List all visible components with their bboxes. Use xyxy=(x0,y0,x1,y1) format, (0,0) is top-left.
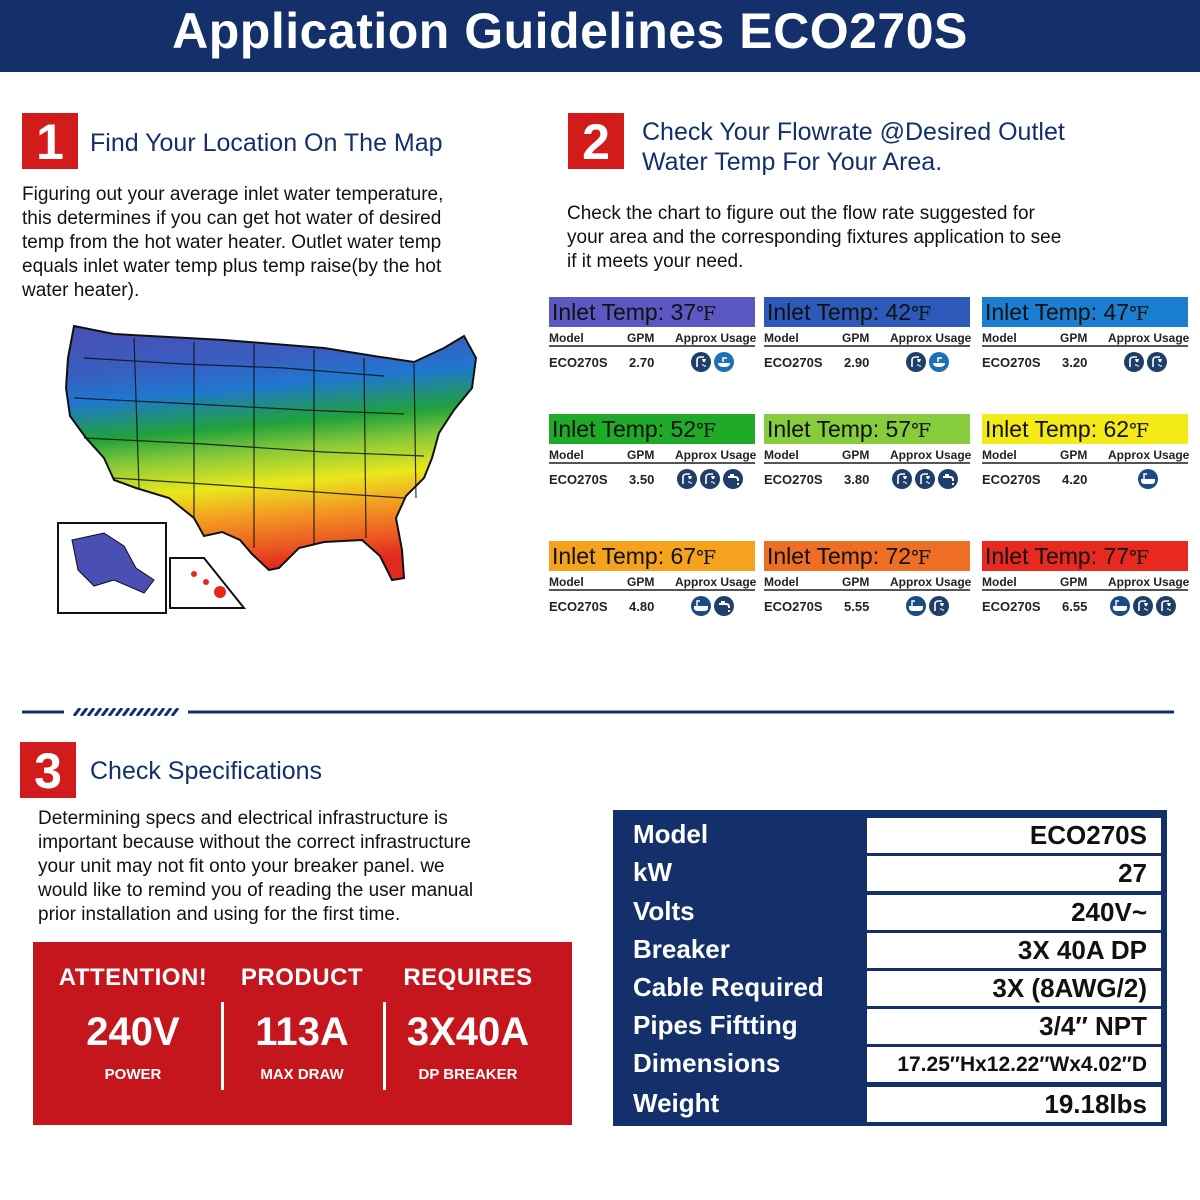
column-headers xyxy=(764,448,970,464)
inlet-temp-panel xyxy=(982,541,1188,625)
usage-icons xyxy=(906,596,949,618)
spec-key: Pipes Fiftting xyxy=(633,1010,798,1040)
shower-icon xyxy=(700,469,720,489)
gpm-value: 5.55 xyxy=(844,599,870,614)
faucet-icon xyxy=(938,469,958,489)
bathtub-icon xyxy=(1110,596,1130,616)
column-headers xyxy=(764,331,970,347)
step-1-badge: 1 xyxy=(22,113,78,169)
spec-value: 17.25″Hx12.22″Wx4.02″D xyxy=(867,1047,1161,1082)
spec-row xyxy=(613,892,1167,930)
col-gpm: GPM xyxy=(627,448,655,462)
attention-value: 113A xyxy=(255,1010,349,1054)
col-model: Model xyxy=(549,448,584,462)
degree-unit: ℉ xyxy=(696,547,716,569)
gpm-value: 3.20 xyxy=(1062,355,1088,370)
faucet-icon xyxy=(714,596,734,616)
sink-icon xyxy=(714,352,734,372)
usage-icons xyxy=(1138,469,1158,491)
spec-key: Model xyxy=(633,819,709,849)
text-line: Figuring out your average inlet water temperature, xyxy=(22,184,444,205)
step-1-title: Find Your Location On The Map xyxy=(90,129,443,157)
spec-row xyxy=(613,1044,1167,1082)
title-line: Water Temp For Your Area. xyxy=(642,148,943,176)
step-2-description xyxy=(567,202,1182,274)
inlet-temp-header xyxy=(549,541,755,571)
usage-icons xyxy=(691,596,734,618)
text-line: Determining specs and electrical infrastructure is xyxy=(38,808,448,829)
degree-unit: ℉ xyxy=(1129,547,1149,569)
col-gpm: GPM xyxy=(842,331,870,345)
gpm-value: 3.80 xyxy=(844,472,870,487)
text-line: your area and the corresponding fixtures application to see xyxy=(567,227,1062,248)
degree-unit: ℉ xyxy=(696,420,716,442)
spec-value: 27 xyxy=(867,856,1161,891)
model-value: ECO270S xyxy=(764,599,823,614)
column-headers xyxy=(549,448,755,464)
spec-key: Weight xyxy=(633,1088,720,1118)
inlet-temp-panel xyxy=(549,414,755,498)
inlet-temp-header xyxy=(982,541,1188,571)
attention-value: 240V xyxy=(86,1010,180,1054)
gpm-value: 2.70 xyxy=(629,355,655,370)
inlet-temp-header xyxy=(982,414,1188,444)
inlet-temp-title: Inlet Temp: 67 xyxy=(552,543,697,569)
inlet-temp-panel xyxy=(982,297,1188,381)
degree-unit: ℉ xyxy=(911,420,931,442)
inlet-temp-title: Inlet Temp: 37 xyxy=(552,299,697,325)
inlet-temp-panel xyxy=(549,297,755,381)
attention-box xyxy=(33,942,572,1125)
shower-icon xyxy=(892,469,912,489)
usage-icons xyxy=(677,469,743,491)
faucet-icon xyxy=(723,469,743,489)
col-model: Model xyxy=(982,448,1017,462)
section-divider xyxy=(22,708,1174,716)
attention-heading: REQUIRES xyxy=(403,964,533,991)
column-headers xyxy=(764,575,970,591)
col-gpm: GPM xyxy=(842,448,870,462)
col-gpm: GPM xyxy=(627,331,655,345)
model-value: ECO270S xyxy=(549,472,608,487)
gpm-value: 3.50 xyxy=(629,472,655,487)
shower-icon xyxy=(1147,352,1167,372)
step-2-badge: 2 xyxy=(568,113,624,169)
degree-unit: ℉ xyxy=(911,303,931,325)
degree-unit: ℉ xyxy=(1129,420,1149,442)
text-line: this determines if you can get hot water of desired xyxy=(22,208,442,229)
attention-caption: DP BREAKER xyxy=(418,1066,518,1083)
spec-row xyxy=(613,815,1167,853)
attention-caption: MAX DRAW xyxy=(260,1066,344,1083)
spec-key: Cable Required xyxy=(633,972,824,1002)
inlet-temp-title: Inlet Temp: 47 xyxy=(985,299,1130,325)
bathtub-icon xyxy=(691,596,711,616)
text-line: important because without the correct infrastructure xyxy=(38,832,471,853)
spec-row xyxy=(613,1084,1167,1122)
degree-unit: ℉ xyxy=(1129,303,1149,325)
text-line: your unit may not fit onto your breaker panel. we xyxy=(38,856,445,877)
shower-icon xyxy=(915,469,935,489)
step-3-title: Check Specifications xyxy=(90,757,323,785)
inlet-temp-header xyxy=(982,297,1188,327)
col-usage: Approx Usage xyxy=(1108,575,1190,589)
step-2-title xyxy=(642,117,1065,177)
col-usage: Approx Usage xyxy=(1108,331,1190,345)
model-value: ECO270S xyxy=(982,599,1041,614)
column-headers xyxy=(549,575,755,591)
col-usage: Approx Usage xyxy=(675,331,757,345)
col-gpm: GPM xyxy=(842,575,870,589)
spec-value: 240V~ xyxy=(867,895,1161,930)
model-value: ECO270S xyxy=(764,472,823,487)
column-headers xyxy=(549,331,755,347)
gpm-value: 4.20 xyxy=(1062,472,1088,487)
usage-icons xyxy=(1110,596,1176,618)
inlet-temp-header xyxy=(549,414,755,444)
shower-icon xyxy=(1156,596,1176,616)
us-temperature-map xyxy=(44,318,544,628)
step-1-description xyxy=(22,183,544,303)
spec-row xyxy=(613,853,1167,891)
spec-value: 3X (8AWG/2) xyxy=(867,971,1161,1006)
gpm-value: 2.90 xyxy=(844,355,870,370)
spec-table xyxy=(613,810,1167,1126)
text-line: if it meets your need. xyxy=(567,251,744,272)
attention-heading: PRODUCT xyxy=(240,964,364,991)
text-line: would like to remind you of reading the user manual xyxy=(38,880,474,901)
model-value: ECO270S xyxy=(549,599,608,614)
inlet-temp-panel xyxy=(982,414,1188,498)
text-line: prior installation and using for the first time. xyxy=(38,904,401,925)
column-headers xyxy=(982,331,1188,347)
inlet-temp-header xyxy=(764,297,970,327)
inlet-temp-panel xyxy=(764,414,970,498)
col-model: Model xyxy=(764,331,799,345)
step-3-description xyxy=(38,807,578,927)
col-usage: Approx Usage xyxy=(890,331,972,345)
col-model: Model xyxy=(549,575,584,589)
col-usage: Approx Usage xyxy=(675,575,757,589)
col-model: Model xyxy=(549,331,584,345)
shower-icon xyxy=(677,469,697,489)
gpm-value: 6.55 xyxy=(1062,599,1088,614)
shower-icon xyxy=(691,352,711,372)
sink-icon xyxy=(929,352,949,372)
spec-value: 3/4″ NPT xyxy=(867,1009,1161,1044)
inlet-temp-panel xyxy=(549,541,755,625)
inlet-temp-header xyxy=(549,297,755,327)
spec-row xyxy=(613,930,1167,968)
col-model: Model xyxy=(764,448,799,462)
spec-key: Volts xyxy=(633,896,695,926)
attention-col-draw xyxy=(221,942,383,1125)
model-value: ECO270S xyxy=(549,355,608,370)
inlet-temp-header xyxy=(764,414,970,444)
inlet-temp-title: Inlet Temp: 62 xyxy=(985,416,1130,442)
header-banner xyxy=(0,0,1200,72)
spec-key: Breaker xyxy=(633,934,730,964)
degree-unit: ℉ xyxy=(696,303,716,325)
usage-icons xyxy=(691,352,734,374)
spec-value: 3X 40A DP xyxy=(867,933,1161,968)
col-model: Model xyxy=(764,575,799,589)
attention-col-power xyxy=(43,942,223,1125)
attention-value: 3X40A xyxy=(406,1010,530,1054)
spec-row xyxy=(613,968,1167,1006)
inlet-temp-title: Inlet Temp: 52 xyxy=(552,416,697,442)
inlet-temp-title: Inlet Temp: 42 xyxy=(767,299,912,325)
attention-heading: ATTENTION! xyxy=(58,964,208,991)
col-model: Model xyxy=(982,575,1017,589)
shower-icon xyxy=(1133,596,1153,616)
inlet-temp-title: Inlet Temp: 57 xyxy=(767,416,912,442)
col-gpm: GPM xyxy=(1060,448,1088,462)
col-usage: Approx Usage xyxy=(890,575,972,589)
step-3-badge: 3 xyxy=(20,742,76,798)
column-headers xyxy=(982,448,1188,464)
text-line: Check the chart to figure out the flow rate suggested for xyxy=(567,203,1035,224)
col-usage: Approx Usage xyxy=(675,448,757,462)
column-headers xyxy=(982,575,1188,591)
text-line: water heater). xyxy=(22,280,140,301)
col-gpm: GPM xyxy=(627,575,655,589)
inlet-temp-panel xyxy=(764,297,970,381)
model-value: ECO270S xyxy=(982,355,1041,370)
attention-caption: POWER xyxy=(104,1066,162,1083)
bathtub-icon xyxy=(906,596,926,616)
usage-icons xyxy=(892,469,958,491)
col-model: Model xyxy=(982,331,1017,345)
col-usage: Approx Usage xyxy=(1108,448,1190,462)
shower-icon xyxy=(929,596,949,616)
text-line: temp from the hot water heater. Outlet water temp xyxy=(22,232,442,253)
model-value: ECO270S xyxy=(982,472,1041,487)
shower-icon xyxy=(1124,352,1144,372)
usage-icons xyxy=(906,352,949,374)
model-value: ECO270S xyxy=(764,355,823,370)
spec-row xyxy=(613,1006,1167,1044)
spec-key: kW xyxy=(633,857,672,887)
bathtub-icon xyxy=(1138,469,1158,489)
inlet-temp-title: Inlet Temp: 77 xyxy=(985,543,1130,569)
gpm-value: 4.80 xyxy=(629,599,655,614)
attention-col-breaker xyxy=(383,942,553,1125)
inlet-temp-panel xyxy=(764,541,970,625)
spec-key: Dimensions xyxy=(633,1048,781,1078)
usage-icons xyxy=(1124,352,1167,374)
shower-icon xyxy=(906,352,926,372)
title-line: Check Your Flowrate @Desired Outlet xyxy=(642,118,1065,146)
text-line: equals inlet water temp plus temp raise(by the hot xyxy=(22,256,442,277)
spec-value: ECO270S xyxy=(867,818,1161,853)
spec-value: 19.18lbs xyxy=(867,1087,1161,1122)
col-usage: Approx Usage xyxy=(890,448,972,462)
inlet-temp-title: Inlet Temp: 72 xyxy=(767,543,912,569)
col-gpm: GPM xyxy=(1060,331,1088,345)
page-title: Application Guidelines ECO270S xyxy=(172,3,968,59)
col-gpm: GPM xyxy=(1060,575,1088,589)
degree-unit: ℉ xyxy=(911,547,931,569)
inlet-temp-header xyxy=(764,541,970,571)
